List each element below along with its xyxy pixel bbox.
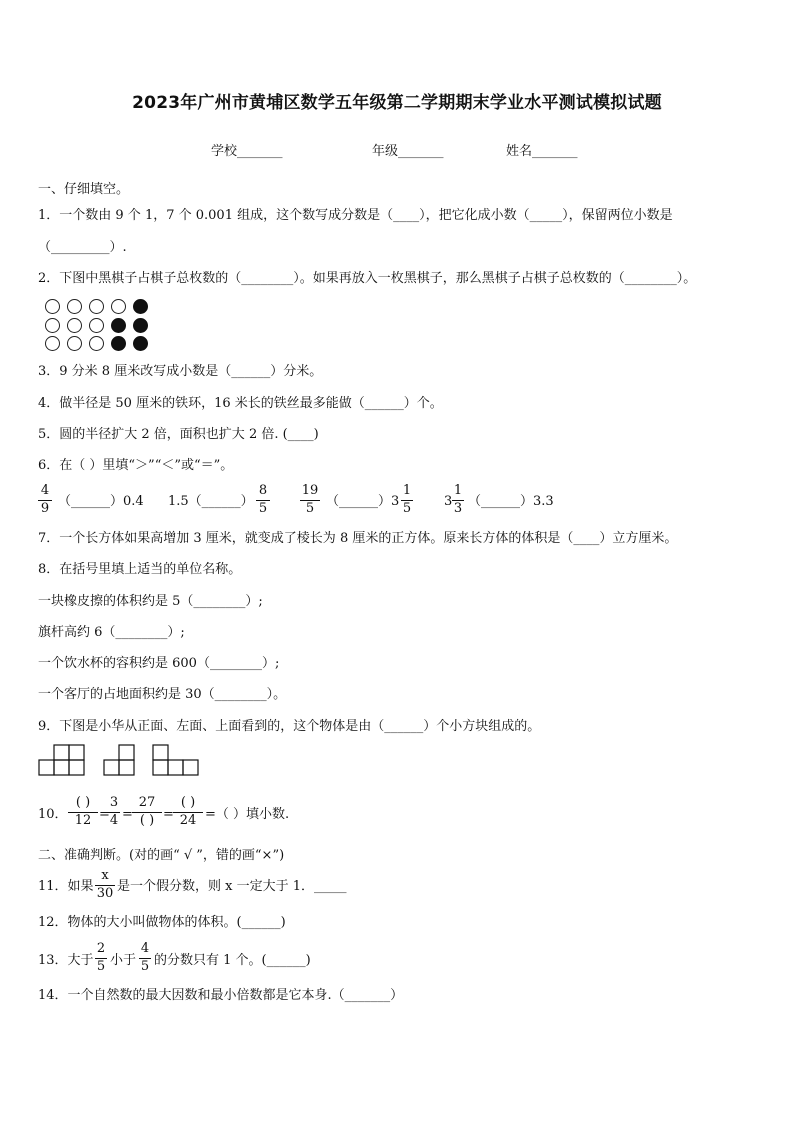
page-title: 2023年广州市黄埔区数学五年级第二学期期末学业水平测试模拟试题	[132, 93, 662, 113]
fraction-4-9	[38, 484, 52, 516]
equals-sign: =	[122, 807, 133, 822]
equals-sign: =	[163, 807, 174, 822]
question-8-a: 一块橡皮擦的体积约是 5（________）;	[38, 594, 263, 609]
fraction-19-5	[300, 484, 320, 516]
question-1-line-2: （_________）.	[38, 240, 127, 255]
section-heading-1: 一、仔细填空。	[38, 182, 130, 197]
fraction-4-5	[139, 942, 151, 974]
question-11-suffix: 是一个假分数，则 x 一定大于 1．_____	[117, 879, 347, 894]
numerator: 1	[402, 483, 412, 498]
question-4: 4．做半径是 50 厘米的铁环，16 米长的铁丝最多能做（______）个。	[38, 396, 443, 411]
numerator: 3	[109, 795, 119, 810]
numerator: 4	[40, 483, 50, 498]
denominator: 24	[179, 813, 197, 828]
numerator[interactable]: ( )	[180, 795, 196, 810]
question-11-prefix: 11．如果	[38, 879, 94, 894]
denominator: 3	[453, 501, 463, 516]
fraction-x-30	[95, 869, 115, 901]
white-stone	[89, 336, 104, 351]
numerator: 1	[453, 483, 463, 498]
question-12: 12．物体的大小叫做物体的体积。(______)	[38, 915, 286, 930]
section-heading-2: 二、准确判断。(对的画“ √ ”，错的画“×”)	[38, 848, 285, 863]
white-stone	[67, 318, 82, 333]
fraction-1-5	[401, 484, 413, 516]
white-stone	[45, 299, 60, 314]
fraction-blank-12	[68, 796, 98, 828]
front-view	[39, 745, 84, 775]
top-view	[153, 745, 198, 775]
denominator: 5	[402, 501, 412, 516]
denominator: 12	[74, 813, 92, 828]
fraction-blank-24	[173, 796, 203, 828]
compare-blank-4[interactable]: （______）3.3	[468, 494, 554, 509]
compare-blank-3[interactable]: （______）3	[326, 494, 400, 509]
question-3: 3．9 分米 8 厘米改写成小数是（______）分米。	[38, 364, 323, 379]
question-8-b: 旗杆高约 6（________）;	[38, 625, 185, 640]
numerator: 8	[258, 483, 268, 498]
white-stone	[111, 299, 126, 314]
white-stone	[45, 336, 60, 351]
numerator: x	[101, 868, 109, 883]
fraction-8-5	[256, 484, 270, 516]
left-view	[104, 745, 134, 775]
question-13-prefix: 13．大于	[38, 953, 94, 968]
numerator: 19	[301, 483, 319, 498]
question-8: 8．在括号里填上适当的单位名称。	[38, 562, 242, 577]
denominator[interactable]: ( )	[139, 813, 155, 828]
denominator: 5	[96, 959, 106, 974]
white-stone	[89, 318, 104, 333]
denominator: 5	[258, 501, 268, 516]
question-2: 2．下图中黑棋子占棋子总枚数的（________）。如果再放入一枚黑棋子，那么黑棋子占棋子总枚数的（________）。	[38, 271, 697, 286]
compare-blank-2[interactable]: 1.5（______）	[168, 494, 254, 509]
question-13-suffix: 的分数只有 1 个。(______)	[154, 953, 311, 968]
denominator: 30	[96, 886, 114, 901]
mixed-number-whole: 3	[444, 494, 453, 509]
question-6: 6．在（ ）里填“＞”“＜”或“＝”。	[38, 458, 234, 473]
numerator: 4	[140, 941, 150, 956]
black-stone	[133, 299, 148, 314]
white-stone	[67, 336, 82, 351]
denominator: 5	[305, 501, 315, 516]
question-8-d: 一个客厅的占地面积约是 30（________）。	[38, 687, 287, 702]
fraction-1-3	[452, 484, 464, 516]
compare-blank-1[interactable]: （______）0.4	[58, 494, 144, 509]
white-stone	[67, 299, 82, 314]
question-1-line-1: 1．一个数由 9 个 1，7 个 0.001 组成，这个数写成分数是（____），把它化成小数（_____），保留两位小数是	[38, 208, 673, 223]
question-14: 14．一个自然数的最大因数和最小倍数都是它本身.（_______）	[38, 988, 404, 1003]
denominator: 4	[109, 813, 119, 828]
numerator[interactable]: ( )	[75, 795, 91, 810]
school-field[interactable]: 学校_______	[211, 144, 283, 159]
numerator: 2	[96, 941, 106, 956]
question-5: 5．圆的半径扩大 2 倍，面积也扩大 2 倍. (____)	[38, 427, 319, 442]
black-stone	[133, 318, 148, 333]
black-stone	[111, 318, 126, 333]
question-10-number: 10．	[38, 807, 68, 822]
white-stone	[89, 299, 104, 314]
grade-field[interactable]: 年级_______	[372, 144, 444, 159]
question-8-c: 一个饮水杯的容积约是 600（________）;	[38, 656, 280, 671]
white-stone	[45, 318, 60, 333]
equals-sign: =	[99, 807, 110, 822]
black-stone	[111, 336, 126, 351]
question-13-middle: 小于	[110, 953, 137, 968]
fraction-2-5	[95, 942, 107, 974]
question-7: 7．一个长方体如果高增加 3 厘米，就变成了棱长为 8 厘米的正方体。原来长方体的体积是（____）立方厘米。	[38, 531, 678, 546]
question-10-tail: =（ ）填小数.	[205, 807, 290, 822]
denominator: 5	[140, 959, 150, 974]
numerator: 27	[138, 795, 156, 810]
name-field[interactable]: 姓名_______	[506, 144, 578, 159]
black-stone	[133, 336, 148, 351]
fraction-27-blank	[132, 796, 162, 828]
denominator: 9	[40, 501, 50, 516]
three-views-figure	[38, 744, 200, 778]
fraction-3-4	[108, 796, 120, 828]
question-9: 9．下图是小华从正面、左面、上面看到的，这个物体是由（______）个小方块组成的。	[38, 719, 541, 734]
